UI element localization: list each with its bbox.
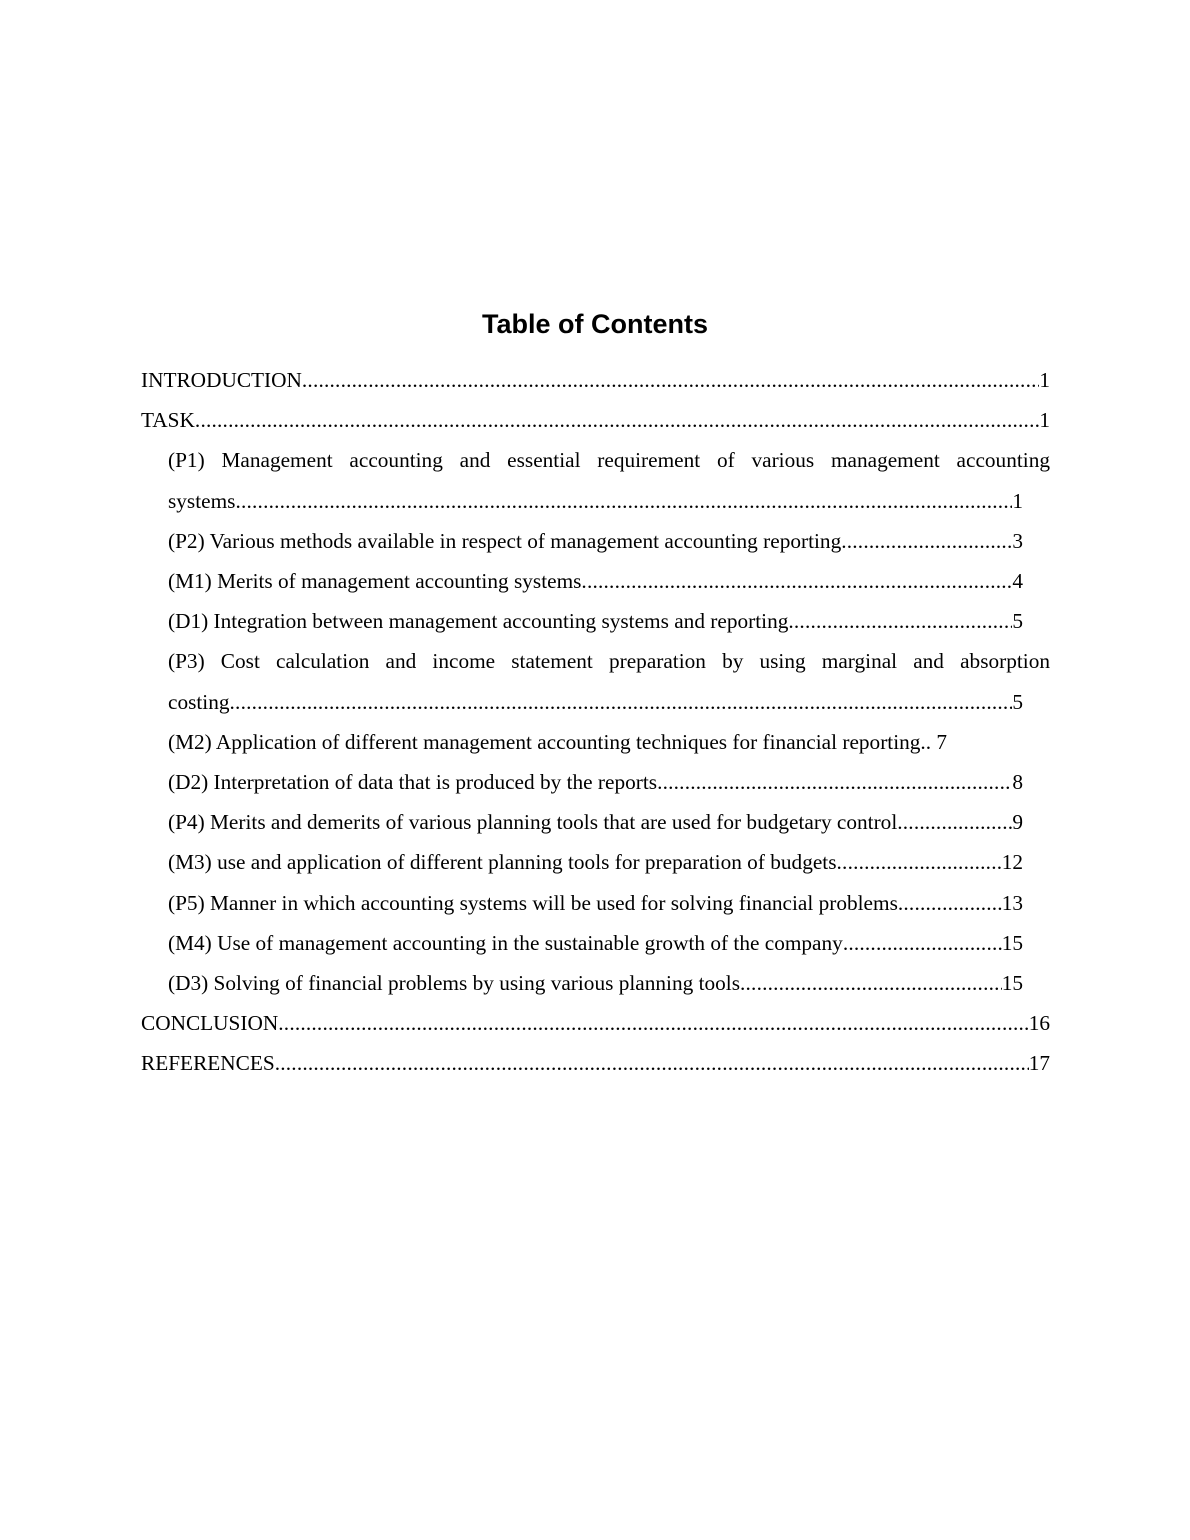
toc-leader-dots: [581, 561, 1012, 601]
toc-page-number: 4: [1012, 569, 1023, 594]
toc-entry-m1[interactable]: [168, 561, 1023, 601]
toc-leader-dots: [230, 682, 1013, 722]
toc-entry-m2[interactable]: [168, 722, 1023, 762]
toc-entry-label: (M4) Use of management accounting in the sustainable growth of the company: [168, 930, 843, 955]
toc-leader-dots: [235, 481, 1012, 521]
toc-leader-dots: [837, 842, 1002, 882]
toc-leader-dots: [302, 360, 1039, 400]
toc-entry-label-continued: costing: [168, 689, 230, 714]
toc-entry-m3[interactable]: [168, 842, 1023, 882]
table-of-contents: [141, 360, 1050, 1084]
toc-entry-introduction[interactable]: [141, 360, 1050, 400]
toc-page-number: 7: [931, 729, 948, 754]
toc-page-number: 13: [1001, 890, 1023, 915]
toc-page-number: 9: [1012, 810, 1023, 835]
toc-entry-p2[interactable]: [168, 521, 1023, 561]
toc-entry-label: REFERENCES: [141, 1051, 275, 1076]
toc-entry-label: (P4) Merits and demerits of various planning tools that are used for budgetary control: [168, 810, 898, 835]
toc-leader-dots: [657, 762, 1012, 802]
toc-entry-p5[interactable]: [168, 883, 1023, 923]
toc-entry-label-continued: systems: [168, 488, 236, 513]
toc-entry-label: (P5) Manner in which accounting systems will be used for solving financial problems: [168, 890, 898, 915]
toc-entry-label: (M3) use and application of different planning tools for preparation of budgets: [168, 850, 837, 875]
toc-entry-references[interactable]: [141, 1043, 1050, 1083]
toc-entry-label: CONCLUSION: [141, 1011, 279, 1036]
toc-entry-p4[interactable]: [168, 802, 1023, 842]
toc-entry-label: (D2) Interpretation of data that is produced by the reports: [168, 770, 658, 795]
toc-page-number: 8: [1012, 770, 1023, 795]
toc-page-number: 3: [1012, 528, 1023, 553]
toc-leader-dots: [275, 1043, 1029, 1083]
toc-leader-dots: [898, 883, 1002, 923]
toc-page-number: 15: [1001, 971, 1023, 996]
toc-page-number: 5: [1012, 689, 1023, 714]
toc-entry-p1[interactable]: [168, 440, 1077, 520]
toc-page-number: 1: [1039, 368, 1050, 392]
toc-entry-label: (M2) Application of different management accounting techniques for financial reporting..: [168, 729, 932, 754]
toc-page-number: 5: [1012, 609, 1023, 634]
toc-entry-label: TASK: [141, 408, 195, 433]
toc-leader-dots: [740, 963, 1002, 1003]
toc-page-number: 15: [1001, 930, 1023, 955]
toc-entry-d2[interactable]: [168, 762, 1023, 802]
toc-page-number: 17: [1028, 1051, 1050, 1076]
toc-entry-label: INTRODUCTION: [141, 368, 302, 392]
toc-entry-label: (D3) Solving of financial problems by using various planning tools: [168, 971, 740, 996]
toc-page-number: 16: [1028, 1011, 1050, 1036]
toc-entry-d1[interactable]: [168, 601, 1023, 641]
toc-entry-label: (P2) Various methods available in respect of management accounting reporting: [168, 528, 842, 553]
toc-entry-conclusion[interactable]: [141, 1003, 1050, 1043]
toc-leader-dots: [897, 802, 1012, 842]
toc-page-number: 12: [1001, 850, 1023, 875]
toc-page-number: 1: [1039, 408, 1050, 433]
toc-leader-dots: [841, 521, 1012, 561]
toc-leader-dots: [788, 601, 1012, 641]
toc-leader-dots: [843, 923, 1002, 963]
toc-entry-label: (P1) Management accounting and essential requirement of various management accounting: [168, 448, 1050, 473]
toc-leader-dots: [195, 400, 1039, 440]
toc-entry-label: (P3) Cost calculation and income statement preparation by using marginal and absorption: [168, 649, 1050, 674]
toc-entry-label: (D1) Integration between management accounting systems and reporting: [168, 609, 789, 634]
toc-entry-p3[interactable]: [168, 641, 1077, 721]
toc-entry-label: (M1) Merits of management accounting systems: [168, 569, 582, 594]
page-title: Table of Contents: [482, 309, 708, 339]
toc-entry-task[interactable]: [141, 400, 1050, 440]
toc-page-number: 1: [1012, 488, 1023, 513]
toc-entry-d3[interactable]: [168, 963, 1023, 1003]
toc-leader-dots: [278, 1003, 1028, 1043]
toc-entry-m4[interactable]: [168, 923, 1023, 963]
